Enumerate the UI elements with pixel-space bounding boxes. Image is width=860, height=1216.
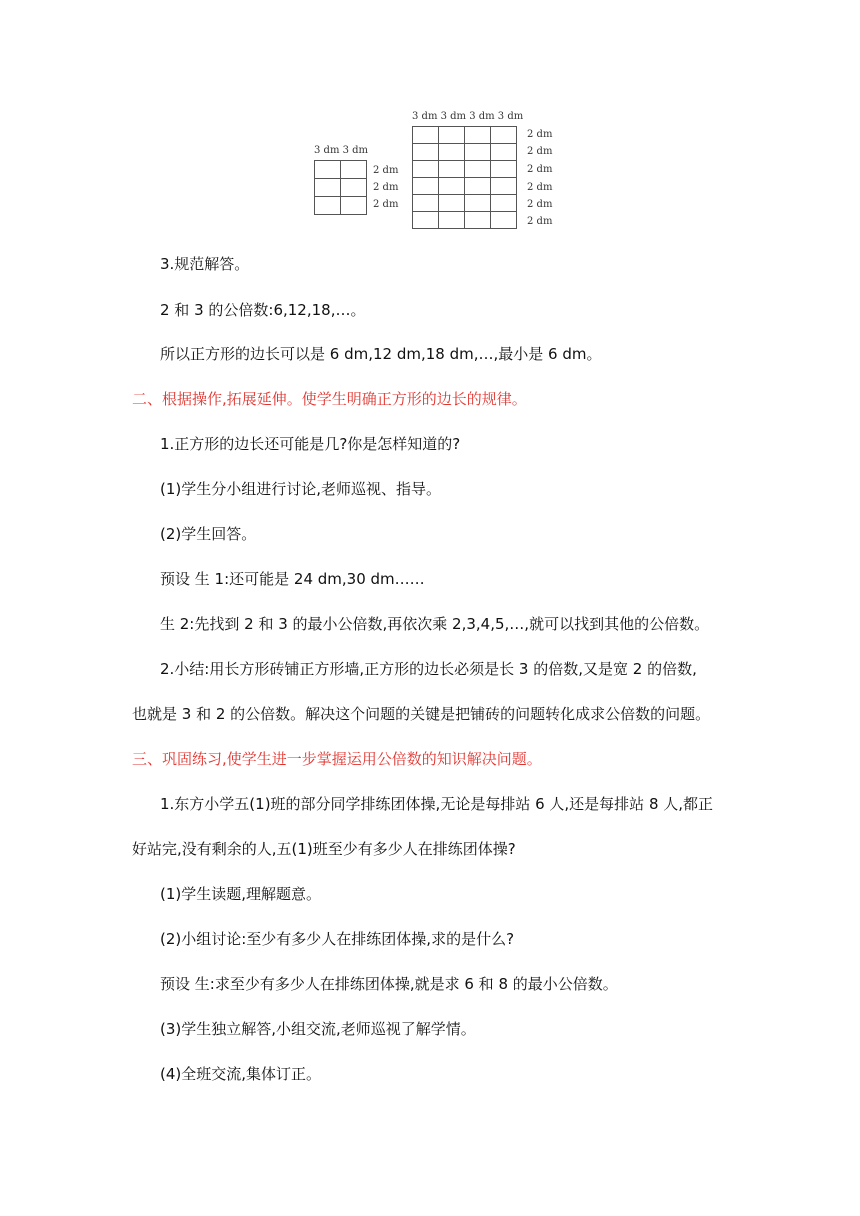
large-grid-side-label: 2 dm xyxy=(527,182,553,193)
paragraph: (4)全班交流,集体订正。 xyxy=(160,1065,322,1083)
paragraph: 所以正方形的边长可以是 6 dm,12 dm,18 dm,…,最小是 6 dm。 xyxy=(160,345,602,363)
large-grid-side-label: 2 dm xyxy=(527,164,553,175)
paragraph: 预设 生 1:还可能是 24 dm,30 dm…… xyxy=(160,570,425,588)
large-grid-side-label: 2 dm xyxy=(527,129,553,140)
small-grid-side-label: 2 dm xyxy=(373,199,399,210)
large-grid-side-label: 2 dm xyxy=(527,146,553,157)
large-tile-grid xyxy=(412,126,517,229)
paragraph: (3)学生独立解答,小组交流,老师巡视了解学情。 xyxy=(160,1020,476,1038)
paragraph: (2)学生回答。 xyxy=(160,525,257,543)
large-grid-side-label: 2 dm xyxy=(527,199,553,210)
paragraph: 1.东方小学五(1)班的部分同学排练团体操,无论是每排站 6 人,还是每排站 8 人,都正 xyxy=(160,795,714,813)
tiling-figure xyxy=(0,0,860,240)
section-heading: 三、巩固练习,使学生进一步掌握运用公倍数的知识解决问题。 xyxy=(132,750,542,768)
small-grid-top-labels: 3 dm 3 dm xyxy=(314,145,369,156)
paragraph: 好站完,没有剩余的人,五(1)班至少有多少人在排练团体操? xyxy=(132,840,516,858)
paragraph: (1)学生读题,理解题意。 xyxy=(160,885,322,903)
small-grid-side-label: 2 dm xyxy=(373,165,399,176)
paragraph: 2 和 3 的公倍数:6,12,18,…。 xyxy=(160,301,366,319)
paragraph: (2)小组讨论:至少有多少人在排练团体操,求的是什么? xyxy=(160,930,515,948)
paragraph: 也就是 3 和 2 的公倍数。解决这个问题的关键是把铺砖的问题转化成求公倍数的问题。 xyxy=(132,705,711,723)
paragraph: 生 2:先找到 2 和 3 的最小公倍数,再依次乘 2,3,4,5,…,就可以找到其他的公倍数。 xyxy=(160,615,710,633)
step-heading: 3.规范解答。 xyxy=(160,255,250,273)
large-grid-side-label: 2 dm xyxy=(527,216,553,227)
large-grid-top-labels: 3 dm 3 dm 3 dm 3 dm xyxy=(412,111,524,122)
small-tile-grid xyxy=(314,160,367,215)
paragraph: 2.小结:用长方形砖铺正方形墙,正方形的边长必须是长 3 的倍数,又是宽 2 的倍数, xyxy=(160,660,697,678)
section-heading: 二、根据操作,拓展延伸。使学生明确正方形的边长的规律。 xyxy=(132,390,527,408)
paragraph: (1)学生分小组进行讨论,老师巡视、指导。 xyxy=(160,480,442,498)
paragraph: 预设 生:求至少有多少人在排练团体操,就是求 6 和 8 的最小公倍数。 xyxy=(160,975,618,993)
paragraph: 1.正方形的边长还可能是几?你是怎样知道的? xyxy=(160,435,461,453)
small-grid-side-label: 2 dm xyxy=(373,182,399,193)
